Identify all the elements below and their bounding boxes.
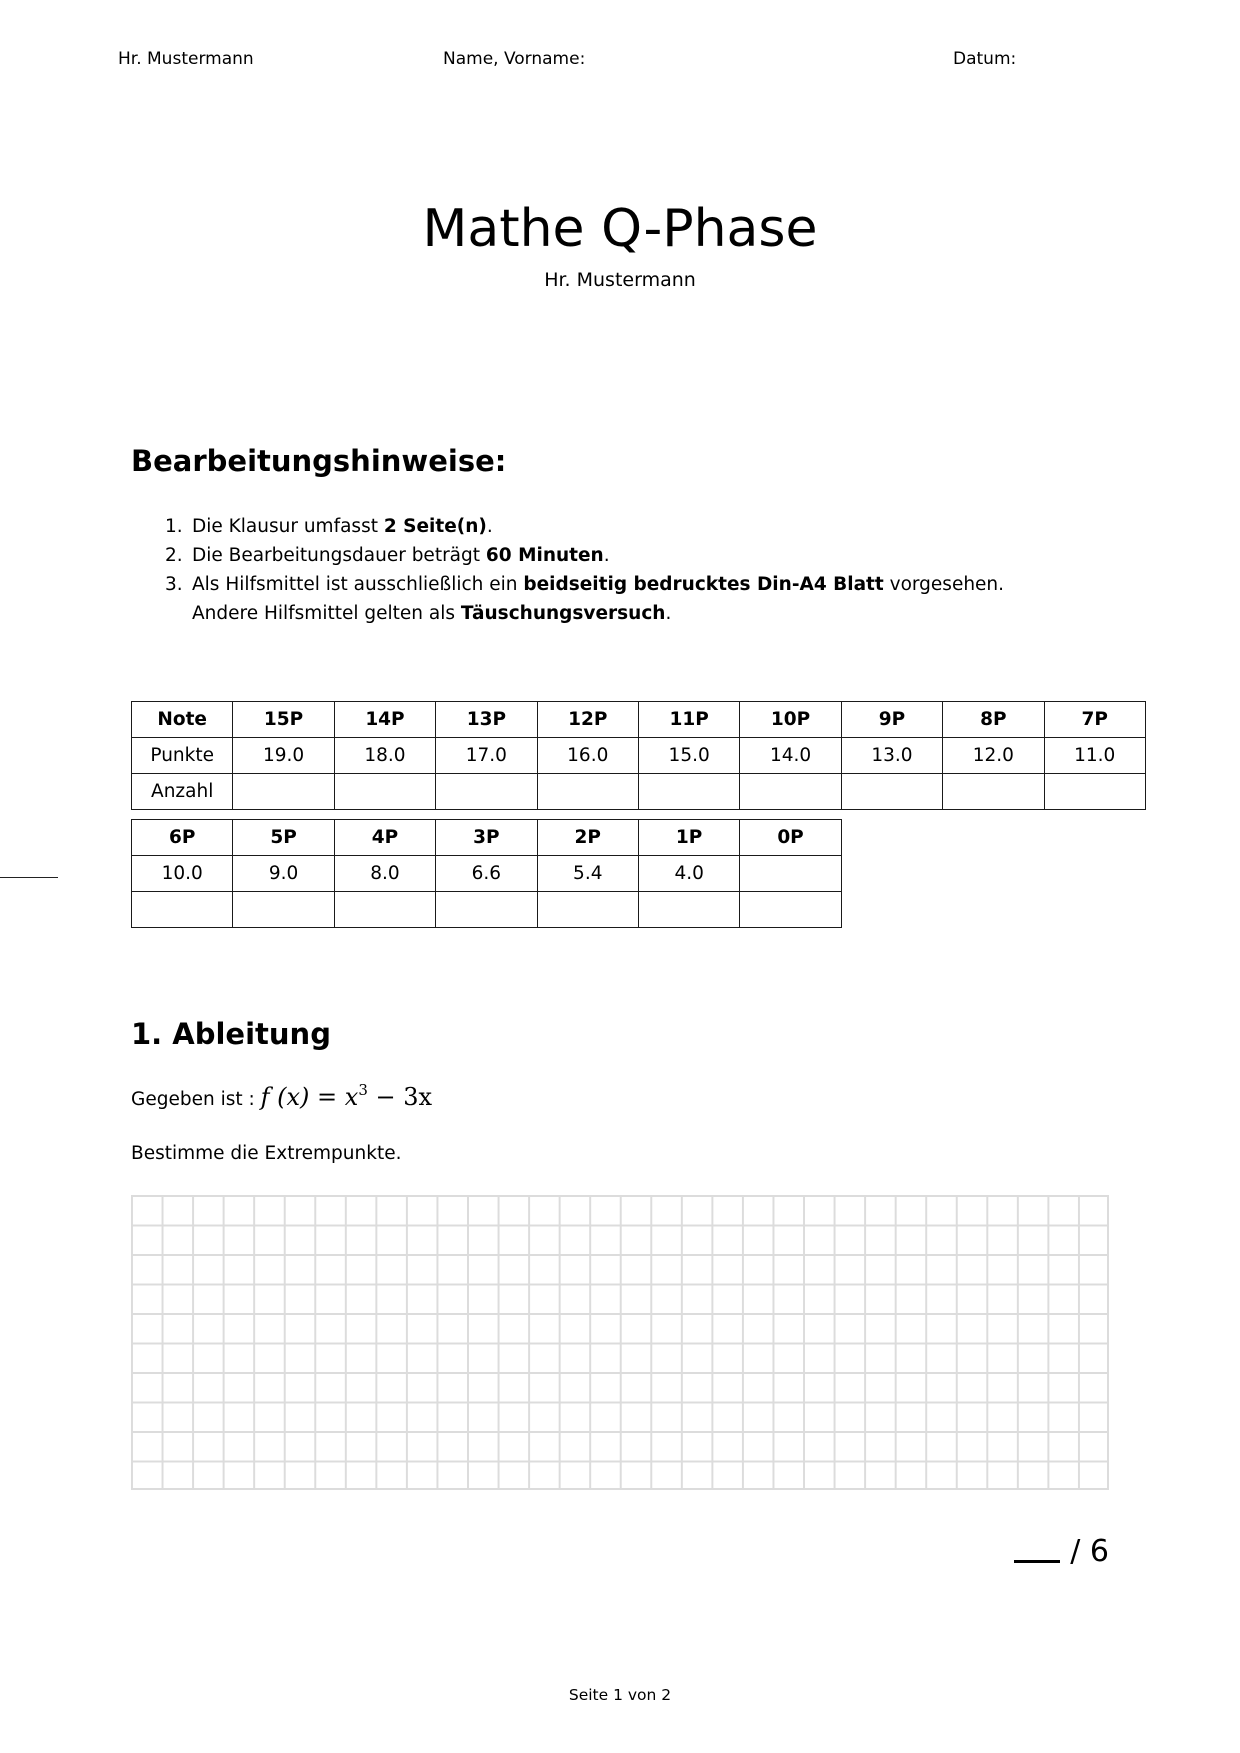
formula-eq: =	[317, 1083, 338, 1111]
instruction-text: Die Bearbeitungsdauer beträgt	[192, 545, 486, 566]
points-cell: 11.0	[1044, 737, 1145, 773]
formula-f: f	[260, 1083, 270, 1111]
document-subtitle: Hr. Mustermann	[544, 269, 696, 291]
grade-table-part-2	[131, 819, 842, 928]
instruction-text-end: .	[603, 545, 610, 566]
points-row	[132, 855, 842, 891]
count-cell[interactable]	[638, 891, 739, 927]
instruction-text: Andere Hilfsmittel gelten als	[192, 603, 461, 624]
grade-cell: 1P	[638, 820, 739, 856]
instruction-number: 2.	[165, 545, 183, 566]
points-row	[132, 737, 1146, 773]
grade-cell: 6P	[132, 820, 233, 856]
points-cell: 5.4	[537, 855, 638, 891]
formula-rest: − 3x	[375, 1083, 433, 1111]
grade-cell: 11P	[638, 702, 739, 738]
points-cell	[740, 855, 841, 891]
grade-cell: 2P	[537, 820, 638, 856]
grade-cell: 9P	[841, 702, 942, 738]
points-cell: 18.0	[334, 737, 435, 773]
instruction-text-end: .	[486, 516, 493, 537]
count-cell[interactable]	[334, 891, 435, 927]
instruction-emphasis: beidseitig bedrucktes Din-A4 Blatt	[523, 574, 884, 595]
task1-given	[131, 1080, 432, 1117]
header-teacher: Hr. Mustermann	[118, 49, 254, 69]
grade-cell: 14P	[334, 702, 435, 738]
grade-cell: 0P	[740, 820, 841, 856]
count-cell[interactable]	[233, 773, 334, 809]
count-cell[interactable]	[436, 773, 537, 809]
points-cell: 6.6	[436, 855, 537, 891]
grade-row	[132, 702, 1146, 738]
count-cell[interactable]	[1044, 773, 1145, 809]
count-cell[interactable]	[436, 891, 537, 927]
grade-table-part-1	[131, 701, 1146, 810]
points-cell: 16.0	[537, 737, 638, 773]
points-cell: 12.0	[943, 737, 1044, 773]
row-label: Anzahl	[132, 773, 233, 809]
header-name-label: Name, Vorname:	[443, 49, 586, 69]
count-cell[interactable]	[943, 773, 1044, 809]
given-label: Gegeben ist :	[131, 1089, 255, 1110]
instructions-list	[131, 512, 1004, 628]
grade-cell: 8P	[943, 702, 1044, 738]
instruction-item	[131, 541, 1004, 570]
formula-exponent: 3	[358, 1081, 368, 1099]
instruction-emphasis: Täuschungsversuch	[460, 603, 666, 624]
count-cell[interactable]	[740, 773, 841, 809]
count-cell[interactable]	[537, 891, 638, 927]
header-date-label: Datum:	[953, 49, 1017, 69]
page-footer: Seite 1 von 2	[568, 1686, 672, 1704]
formula-arg: (x)	[277, 1083, 310, 1111]
fold-mark-line	[0, 877, 58, 878]
count-cell[interactable]	[233, 891, 334, 927]
count-cell[interactable]	[740, 891, 841, 927]
grade-cell: 13P	[436, 702, 537, 738]
count-cell[interactable]	[638, 773, 739, 809]
instructions-heading: Bearbeitungshinweise:	[131, 444, 507, 478]
grade-row	[132, 820, 842, 856]
instruction-text: Die Klausur umfasst	[192, 516, 384, 537]
grade-cell: 7P	[1044, 702, 1145, 738]
grade-cell: 12P	[537, 702, 638, 738]
count-row	[132, 773, 1146, 809]
instruction-number: 3.	[165, 574, 183, 595]
points-cell: 17.0	[436, 737, 537, 773]
grade-cell: 4P	[334, 820, 435, 856]
points-cell: 10.0	[132, 855, 233, 891]
count-row	[132, 891, 842, 927]
points-cell: 15.0	[638, 737, 739, 773]
answer-grid-area[interactable]	[131, 1195, 1109, 1490]
instruction-item	[131, 512, 1004, 541]
function-formula	[261, 1083, 432, 1111]
score-blank[interactable]	[1014, 1530, 1060, 1563]
score-max: / 6	[1070, 1534, 1109, 1569]
row-label: Note	[132, 702, 233, 738]
task1-heading: 1. Ableitung	[131, 1017, 331, 1051]
points-cell: 8.0	[334, 855, 435, 891]
instruction-item-continuation	[131, 599, 1004, 628]
points-cell: 9.0	[233, 855, 334, 891]
points-cell: 4.0	[638, 855, 739, 891]
formula-base: x	[344, 1083, 359, 1111]
instruction-text: Als Hilfsmittel ist ausschließlich ein	[192, 574, 524, 595]
task1-score	[1014, 1530, 1109, 1572]
grade-cell: 3P	[436, 820, 537, 856]
document-title: Mathe Q-Phase	[422, 199, 818, 259]
count-cell[interactable]	[334, 773, 435, 809]
grade-cell: 15P	[233, 702, 334, 738]
points-cell: 13.0	[841, 737, 942, 773]
instruction-emphasis: 60 Minuten	[485, 545, 604, 566]
count-cell[interactable]	[132, 891, 233, 927]
grade-cell: 5P	[233, 820, 334, 856]
instruction-item	[131, 570, 1004, 599]
points-cell: 14.0	[740, 737, 841, 773]
row-label: Punkte	[132, 737, 233, 773]
instruction-emphasis: 2 Seite(n)	[383, 516, 487, 537]
instruction-number: 1.	[165, 516, 183, 537]
task1-instruction: Bestimme die Extrempunkte.	[131, 1143, 402, 1164]
instruction-text-end: vorgesehen.	[883, 574, 1005, 595]
points-cell: 19.0	[233, 737, 334, 773]
grade-cell: 10P	[740, 702, 841, 738]
instruction-text-end: .	[665, 603, 672, 624]
count-cell[interactable]	[537, 773, 638, 809]
count-cell[interactable]	[841, 773, 942, 809]
